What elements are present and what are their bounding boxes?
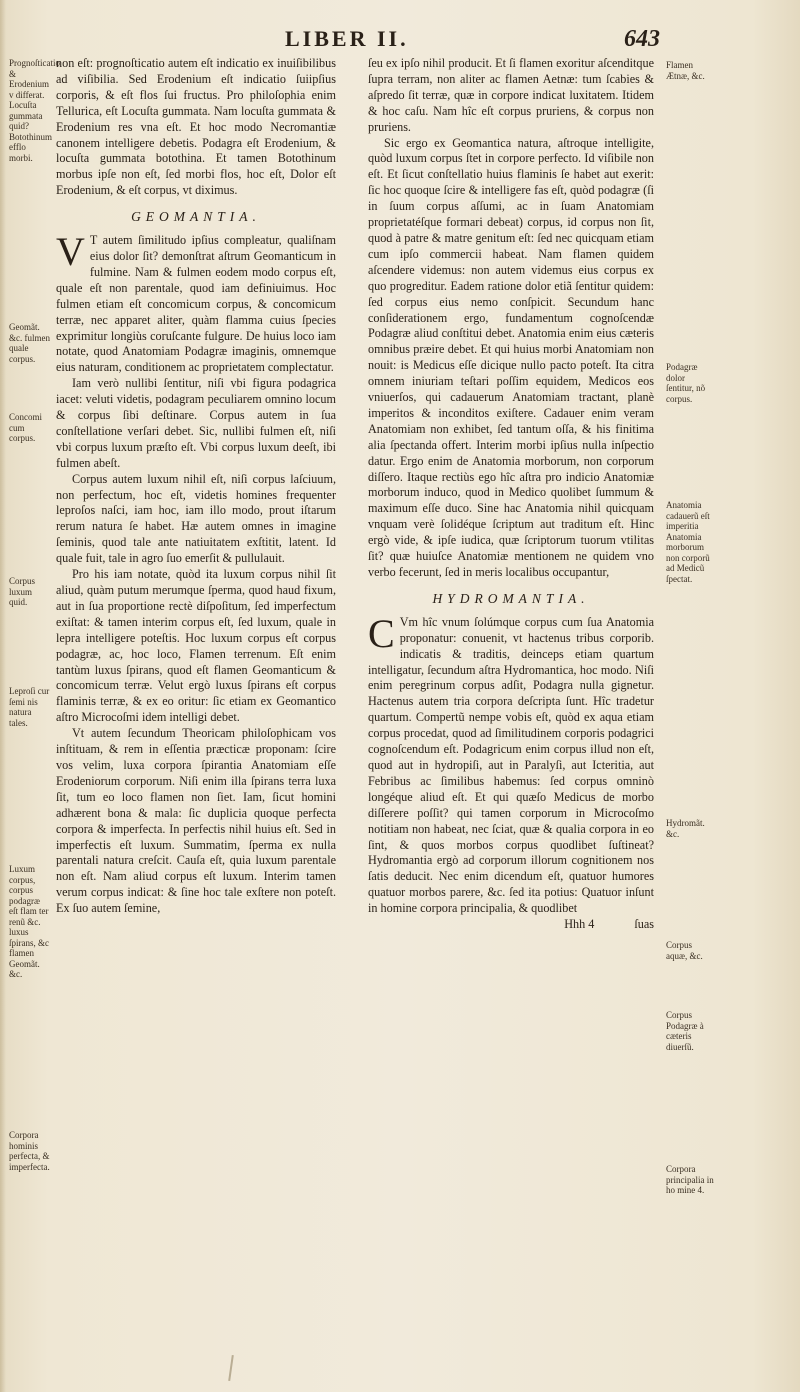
paragraph: non eſt: prognoſticatio autem eſt indicatio ex inuiſibilibus ad viſibilia. Sed Erodenium eſt indicatio ſuiipſius corporis, & eſt flos ſui fructus. Pro philoſophia enim Tellurica, eſt Locuſta gummata. Nam locuſta gummata & Erodenium res vna eſt. Et hoc modo Necromantiæ canonem intelligere debetis. Podagra eſt Erodenium, & locuſta gummata botothina. Et tamen Botothinum morbus ipſe non eſt, ſed morbi flos, hoc eſt, Dolor eſt Erodenium, & eſt corpus, vt diximus. — [56, 56, 336, 198]
running-title: LIBER II. — [285, 26, 409, 51]
page-gutter-shadow — [0, 0, 6, 1392]
margin-note-left: Geomãt. &c. fulmen quale corpus. — [9, 322, 50, 364]
drop-cap: V — [56, 229, 85, 275]
margin-note-right: Flamen Ætnæ, &c. — [666, 60, 705, 81]
paragraph: Corpus autem luxum nihil eſt, niſi corpus laſciuum, non perfectum, hoc eſt, videtis homines frequenter leproſos naſci, iam hoc, iam illo modo, prout iſtarum rerum natura ſe habet. Hæ autem omnes in imagine ſeminis, quod tale ante natiuitatem exſtitit, latent. Id quale fuit, tale in agro ſuo emerſit & pullulauit. — [56, 471, 336, 566]
paragraph: Vt autem ſecundum Theoricam philoſophicam vos inſtituam, & rem in eſſentia præcticæ proponam: ſcire vos velim, luxa corpora ſpirantia Anatomiam eſſe Erodeniorum corporum. Niſi enim illa ſpirans terra luxa ſit, tum eo loco flamen non ſiet. Iam, ſicut homini adhærent bona & mala: ſic duplicia quoque perfecta corpora & imperfecta. In perfectis nihil huius eſt. Sed in imperfectis eſt luxum. Summatim, ſperma ex nulla parentali natura creſcit. Cauſa eſt, quia luxum parentale non eſt. Nam aliud corpus eſt luxum. Interim tamen verum corpus indicat: & ſine hoc tale exſtere non poteſt. Ex ſuo autem ſemine, — [56, 726, 336, 916]
margin-note-right: Corpus aquæ, &c. — [666, 940, 703, 961]
right-text-column — [368, 56, 654, 933]
paragraph-text: Vm hîc vnum ſolúmque corpus cum ſua Anatomia proponatur: conuenit, vt hactenus tribus corporib. indicatis & traditis, deinceps etiam quartum intelligatur, ſecundum aſtra Hydromantica, hoc modo. Niſi enim peregrinum corpus adſit, Podagra nulla gignetur. Hactenus autem tria corpora deſcripta ſunt. Hîc tradetur quartum. Compertũ nempe vobis eſt, quòd ex aqua etiam corpus procedat, quod ad ſimilitudinem corporis podagrici cognoſcendum eſt. Podagricum enim corpus illud non eſt, quod aut in hydropiſi, aut in Paralyſi, aut Icteritia, aut Febribus ac ſimilibus habemus: ſed corpus omninò longéque aliud eſt. Et qui quæſo Medicus de morbo diſſerere poſſit? qui tamen corporum in Microcoſmo notitiam non habeat, nec ſciat, quæ & qualia corpora in eo ſint, & quos morbos corpus quodlibet ſuſtineat? Hydromantia ergò ad corporum illorum cognitionem nos ſatis deducit. Nec enim dicendum eſt, quatuor humores quatuor morbos parere, &c. ſed ita potius: Quatuor inſunt in homine corpora principalia, & quodlibet — [368, 614, 654, 916]
catchword: ſuas — [634, 917, 654, 932]
margin-note-right: Podagræ dolor ſentitur, nõ corpus. — [666, 362, 706, 404]
signature-mark: Hhh 4 — [564, 917, 595, 932]
paragraph-hydromantia-opening — [368, 610, 654, 917]
margin-note-left: Prognoſticatio & Erodenium v differat. Locuſta gummata quid? Botothinum efflo morbi. — [9, 58, 60, 163]
pencil-mark — [228, 1355, 234, 1381]
margin-note-left: Concomi cum corpus. — [9, 412, 42, 443]
paragraph: Sic ergo ex Geomantica natura, aſtroque intelligite, quòd luxum corpus ſtet in corpore perfecto. Id viſibile non eſt. Et ſicut conſtellatio huius flaminis ſe habet aut exerit: ſic hoc quoque ſcire & intelligere fas eſt, quòd podagræ (ſi in ſuum corpus aſſumi, ac in ſuam Anatomiam proprietatéſque formari debeat) corpus, id corpus non ſit, quod à patre & matre genitum eſt: ſed nec quicquam etiam cum ipſo commercii habeat. Nam flamen quidem aſcendere videmus: non autem videmus eius corpus ex quo progreditur. Eadem ratione dolor etiã ſentitur quidem: ſed corpus eius nemo conſpicit. Secundum hanc conſiderationem ergo, fundamentum cognoſcendæ Podagræ aliud conſtitui debet. Anatomia enim eius cæteris omnibus præire debet. Et qui huius morbi Anatomiam non nouit: is Medicus eſſe dicique nullo pacto poteſt. Ita citra omnem iniuriam teſtari poſſim equidem, Medicos eos vniuerſos, qui cadauerum Anatomiam tractant, planè imperitos & inconditos exiſtere. Cadauer enim veram Anatomiam non exhibet, ſed tantum oſſa, & his finitima alia ſpectanda offert. Interim morbi ipſius nulla inſpectio datur. Ergo enim de Anatomia morborum, non corporum diſſero. Itaque rectiùs ego hîc aſtra pro indicio Anatomiæ morborum induco, quod in Medico quolibet ſummum & maximum eſſe duco. Sine hac Anatomia nihil quicquam vnquam verè ſolidéque ſcriptum aut traditum eſt. Hinc ergò vide, & ipſe iudica, quæ ſcriptorum tuorum vtilitas ſit? quæ huiuſce Anatomiæ mentionem ne quidem vno verbo fecerunt, ſed in meris localibus occupantur, — [368, 135, 654, 579]
margin-note-right: Corpus Podagræ à cæteris diuerſũ. — [666, 1010, 704, 1052]
footer-line — [368, 917, 654, 933]
section-heading-geomantia: GEOMANTIA. — [131, 209, 261, 225]
paragraph-text: T autem ſimilitudo ipſius compleatur, qualiſnam eius dolor ſit? demonſtrat aſtrum Geomanticum in fulmine. Nam & fulmen eodem modo corpus eſt, quale eſt non parentale, quod iam definiuimus. Hoc fulmen etiam eſt concomicum corpus, & concomicum terræ, nec apparet aliter, quàm flamma cuius ſpecies exprimitur longiùs coruſcante fulgure. De huius loco iam notate, quod Anatomiam Podagræ imaginis, omnemque eius naturam, conditionem ac proprietatem complectatur. — [56, 233, 336, 375]
margin-note-left: Luxum corpus, corpus podagræ eſt flam ter renũ &c. luxus ſpirans, &c flamen Geomãt. &c. — [9, 864, 49, 979]
margin-note-right: Anatomia cadauerũ eſt imperitia Anatomia morborum non corporũ ad Medicũ ſpectat. — [666, 500, 710, 584]
paragraph: Iam verò nullibi ſentitur, niſi vbi figura podagrica iacet: veluti videtis, podagram peculiarem omnino locum & corpus ſibi deſtinare. Corpus autem in ſua conſtellatione verſari debet. Sic, nullibi fulmen eſt, niſi vbi corpus luxum præſto eſt. Vbi corpus luxum deeſt, ibi fulmen abeſt. — [56, 376, 336, 470]
section-heading-hydromantia: HYDROMANTIA. — [432, 590, 590, 606]
running-head — [0, 26, 800, 56]
margin-note-left: Corpus luxum quid. — [9, 576, 36, 607]
left-text-column — [56, 56, 336, 917]
paragraph-geomantia-opening — [56, 229, 336, 376]
margin-note-right: Hydromãt. &c. — [666, 818, 705, 839]
margin-note-left: Corpora hominis perfecta, & imperfecta. — [9, 1130, 50, 1172]
paragraph: ſeu ex ipſo nihil producit. Et ſi flamen exoritur aſcenditque ſupra terram, non aliter ac flamen Aetnæ: tum ſcabies & aſpredo ſit terræ, quæ in corpore indicat luxitatem. Itidem & hoc caſu. Nam hîc eſt corpus pruriens, & corpus non pruriens. — [368, 56, 654, 134]
drop-cap: C — [368, 610, 395, 656]
margin-note-right: Corpora principalia in ho mine 4. — [666, 1164, 714, 1195]
page-number: 643 — [624, 26, 660, 52]
paragraph: Pro his iam notate, quòd ita luxum corpus nihil ſit aliud, quàm putum merumque ſperma, quod haud fixum, aut in ſua proportione rectè diſpoſitum, ſed imperfectum exiſtat: & tamen interim corpus eſt, ſed luxum, quale in lepra intelligere poteſtis. Hoc luxum corpus eſt corpus podagræ, ac, hoc loco, Flamen terrenum. Eſt enim tantùm luxus ſpirans, quod eſt flamen Geomanticum & concomicum terræ. Velut ergò luxus ſpirans eſt corpus flaminis terræ, & ex eo oritur: ſic etiam ex Geomantico aſtro Microcoſmi idem intelligi debet. — [56, 567, 336, 725]
margin-note-left: Leproſi cur ſemi nis natura tales. — [9, 686, 50, 728]
